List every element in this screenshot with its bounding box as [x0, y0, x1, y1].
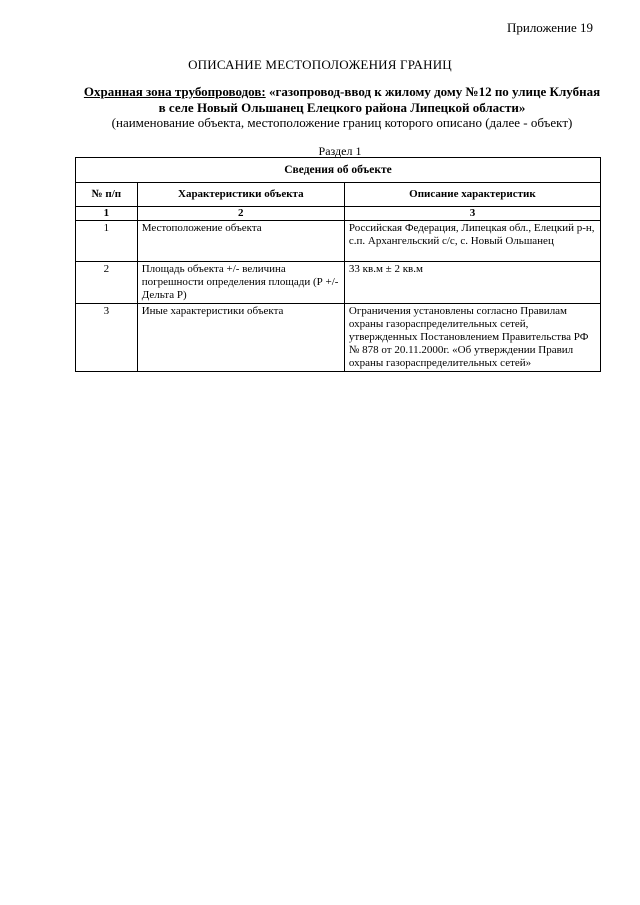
object-name-line2: в селе Новый Ольшанец Елецкого района Липецкой области»: [158, 100, 526, 115]
header-num: № п/п: [76, 183, 138, 207]
table-row: [76, 304, 601, 372]
appendix-label: Приложение 19: [506, 20, 593, 35]
object-name-line1: «газопровод-ввод к жилому дому №12 по улице Клубная: [268, 84, 601, 99]
object-label: Охранная зона трубопроводов:: [83, 84, 266, 99]
row-characteristic: Иные характеристики объекта: [137, 304, 344, 372]
col-number: 2: [137, 207, 344, 221]
col-number: 1: [76, 207, 138, 221]
object-description: [72, 84, 612, 116]
row-characteristic: Площадь объекта +/- величина погрешности определения площади (Р +/- Дельта Р): [137, 262, 344, 304]
table-caption: Сведения об объекте: [76, 158, 601, 183]
col-number: 3: [344, 207, 600, 221]
row-description: Ограничения установлены согласно Правилам охраны газораспределительных сетей, утвержденных Постановлением Правительства РФ № 878 от 20.11.2000г. «Об утверждении Правил охраны газораспределительных сетей»: [344, 304, 600, 372]
row-num: 2: [76, 262, 138, 304]
header-characteristic: Характеристики объекта: [137, 183, 344, 207]
row-num: 3: [76, 304, 138, 372]
row-description: Российская Федерация, Липецкая обл., Елецкий р-н, с.п. Архангельский с/с, с. Новый Ольшанец: [344, 221, 600, 262]
object-info-table: [75, 157, 601, 372]
object-note: (наименование объекта, местоположение границ которого описано (далее - объект): [111, 115, 573, 130]
row-description: 33 кв.м ± 2 кв.м: [344, 262, 600, 304]
section-label: Раздел 1: [318, 144, 362, 158]
document-title: ОПИСАНИЕ МЕСТОПОЛОЖЕНИЯ ГРАНИЦ: [188, 57, 452, 72]
table-row: [76, 262, 601, 304]
header-description: Описание характеристик: [344, 183, 600, 207]
row-characteristic: Местоположение объекта: [137, 221, 344, 262]
row-num: 1: [76, 221, 138, 262]
table-row: [76, 221, 601, 262]
